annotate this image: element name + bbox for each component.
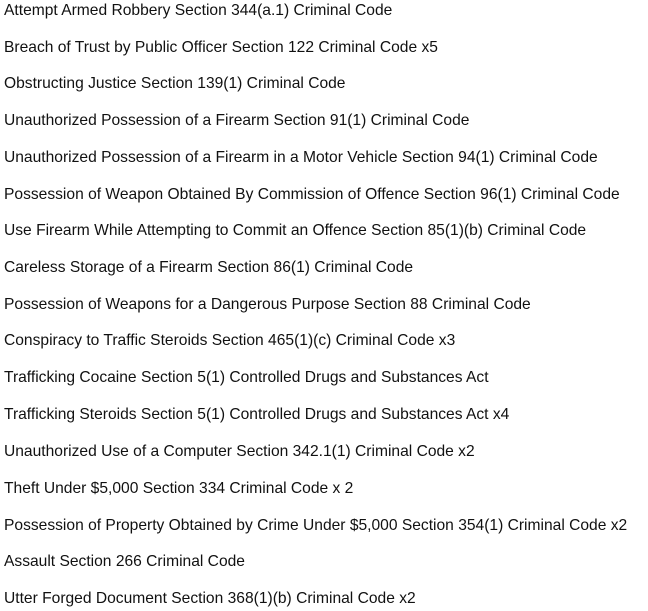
charge-item: Assault Section 266 Criminal Code xyxy=(4,553,245,570)
charge-item: Unauthorized Use of a Computer Section 342.1(1) Criminal Code x2 xyxy=(4,443,475,460)
charge-item: Utter Forged Document Section 368(1)(b) Criminal Code x2 xyxy=(4,590,416,607)
charge-item: Possession of Property Obtained by Crime Under $5,000 Section 354(1) Criminal Code x2 xyxy=(4,517,628,534)
charge-item: Unauthorized Possession of a Firearm Section 91(1) Criminal Code xyxy=(4,112,470,129)
charge-item: Unauthorized Possession of a Firearm in a Motor Vehicle Section 94(1) Criminal Code xyxy=(4,149,598,166)
charge-item: Obstructing Justice Section 139(1) Criminal Code xyxy=(4,75,346,92)
charge-item: Careless Storage of a Firearm Section 86(1) Criminal Code xyxy=(4,259,414,276)
charge-item: Use Firearm While Attempting to Commit an Offence Section 85(1)(b) Criminal Code xyxy=(4,222,587,239)
charge-item: Breach of Trust by Public Officer Section 122 Criminal Code x5 xyxy=(4,39,438,56)
charge-item: Trafficking Steroids Section 5(1) Controlled Drugs and Substances Act x4 xyxy=(4,406,510,423)
charge-item: Possession of Weapon Obtained By Commission of Offence Section 96(1) Criminal Code xyxy=(4,186,620,203)
charge-item: Trafficking Cocaine Section 5(1) Controlled Drugs and Substances Act xyxy=(4,369,489,386)
charge-item: Conspiracy to Traffic Steroids Section 465(1)(c) Criminal Code x3 xyxy=(4,332,456,349)
charge-item: Theft Under $5,000 Section 334 Criminal Code x 2 xyxy=(4,480,354,497)
charge-item: Attempt Armed Robbery Section 344(a.1) Criminal Code xyxy=(4,2,393,19)
charge-item: Possession of Weapons for a Dangerous Purpose Section 88 Criminal Code xyxy=(4,296,531,313)
